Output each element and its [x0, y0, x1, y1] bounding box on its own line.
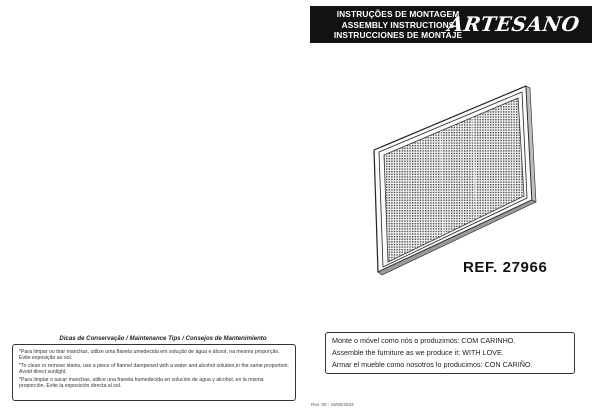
- headboard-illustration: [360, 80, 540, 280]
- care-tips-title: Dicas de Conservação / Maintenance Tips / Consejos de Mantenimiento: [59, 335, 267, 342]
- product-reference: REF. 27966: [463, 259, 548, 276]
- header-bar: [310, 6, 592, 43]
- care-tip-en: *To clean or remove stains, use a piece of flannel dampened with a water and alcohol solution,in the same proportion. Avoid direct sunlight.: [19, 363, 289, 376]
- title-pt: INSTRUÇÕES DE MONTAGEM: [336, 9, 460, 19]
- revision-note: Rev. 00 - 19/05/2023: [311, 402, 354, 407]
- care-tip-pt: *Para limpar ou tirar manchas, utilize uma flanela umedecida em solução de água e álcool, na mesma proporção. Evite exposição ao sol.: [19, 349, 280, 362]
- care-tip-es: *Para limpiar o sacar manchas, utilice una franela humedecida en solución de agua y alcohol, en la misma proporción. Evite la exposición directa al sol.: [19, 377, 264, 390]
- motto-en: Assemble the furniture as we produce it: WITH LOVE.: [332, 348, 504, 357]
- brand-logo: ARTESANO: [446, 12, 582, 36]
- title-en: ASSEMBLY INSTRUCTIONS: [341, 19, 455, 30]
- assembly-motto-box: [325, 332, 575, 374]
- motto-es: Armar el mueble como nosotros lo producimos: CON CARIÑO.: [332, 360, 533, 369]
- care-tips-box: [12, 344, 296, 401]
- motto-pt: Monte o móvel como nós o produzimos: COM CARINHO.: [332, 336, 516, 345]
- title-es: INSTRUCCIONES DE MONTAJE: [333, 30, 463, 40]
